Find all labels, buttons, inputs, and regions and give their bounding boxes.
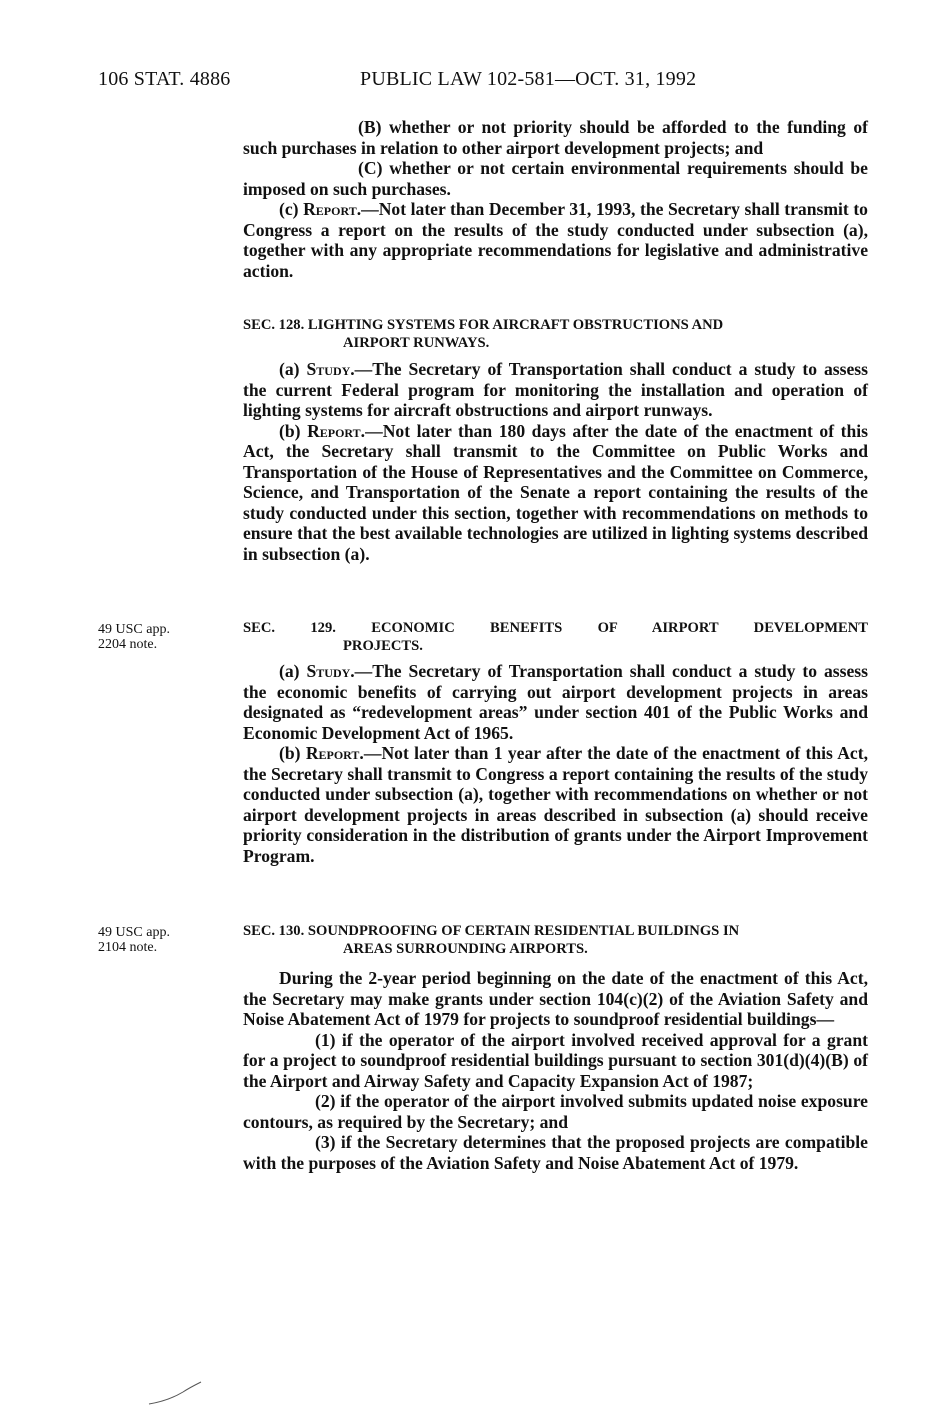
pencil-mark-icon	[147, 1378, 203, 1408]
section-129: SEC. 129. ECONOMIC BENEFITS OF AIRPORT DEVELOPMENT PROJECTS. (a) Study.—The Secretary of Transportation shall conduct a study to assess the economic benefits of carrying out airport development projects in areas designated as “redevelopment areas” under section 401 of the Public Works and Economic Development Act of 1965. (b) Report.—Not later than 1 year after the date of the enactment of this Act, the Secretary shall transmit to Congress a report containing the results of the study conducted under subsection (a), together with recommendations on whether or not airport development projects in areas described in subsection (a) should receive priority consideration in the distribution of grants under the Airport Improvement Program.	[243, 620, 868, 866]
section-128-subsection-b: (b) Report.—Not later than 180 days after the date of the enactment of this Act, the Secretary shall transmit to the Committee on Public Works and Transportation of the House of Representatives and the Committee on Commerce, Science, and Transportation of the Senate a report containing the results of the study conducted under this section, together with recommendations on methods to ensure that the best available technologies are utilized in lighting systems described in subsection (a).	[243, 420, 868, 564]
section-130	[243, 922, 868, 1173]
subsection-text: —Not later than December 31, 1993, the Secretary shall transmit to Congress a report on the results of the study conducted under subsection (a), together with any appropriate recommendations for legislative and administrative action.	[243, 199, 868, 281]
subsection-c-report	[243, 199, 868, 281]
clause-c: (C) whether or not certain environmental requirements should be imposed on such purchases.	[243, 158, 868, 199]
subsection-number: (c)	[279, 199, 299, 219]
section-129-subsection-b: (b) Report.—Not later than 1 year after the date of the enactment of this Act, the Secretary shall transmit to Congress a report containing the results of the study conducted under subsection (a), together with recommendations on whether or not airport development projects in areas described in subsection (a) should receive priority consideration in the distribution of grants under the Airport Improvement Program.	[243, 743, 868, 866]
section-128-subsection-a: (a) Study.—The Secretary of Transportation shall conduct a study to assess the current Federal program for monitoring the installation and operation of lighting systems for aircraft obstructions and airport runways.	[243, 359, 868, 420]
section-129-subsection-a: (a) Study.—The Secretary of Transportation shall conduct a study to assess the economic benefits of carrying out airport development projects in areas designated as “redevelopment areas” under section 401 of the Public Works and Economic Development Act of 1965.	[243, 661, 868, 743]
page-running-head: PUBLIC LAW 102-581—OCT. 31, 1992	[360, 68, 697, 90]
section-129-heading: SEC. 129. ECONOMIC BENEFITS OF AIRPORT DEVELOPMENT	[243, 620, 868, 636]
margin-note-sec-130: 49 USC app. 2104 note.	[98, 925, 170, 955]
section-130-heading: SEC. 130. SOUNDPROOFING OF CERTAIN RESIDENTIAL BUILDINGS IN AREAS SURROUNDING AIRPORTS.	[243, 923, 740, 957]
clause-b: (B) whether or not priority should be afforded to the funding of such purchases in relation to other airport development projects; and	[243, 117, 868, 158]
section-130-intro: During the 2-year period beginning on the date of the enactment of this Act, the Secretary may make grants under section 104(c)(2) of the Aviation Safety and Noise Abatement Act of 1979 for projects to soundproof residential buildings—	[243, 968, 868, 1029]
subsection-label: Report.	[303, 199, 362, 219]
page-stat-number: 106 STAT. 4886	[98, 68, 231, 90]
section-130-item-1: (1) if the operator of the airport involved received approval for a grant for a project to soundproof residential buildings pursuant to section 301(d)(4)(B) of the Airport and Airway Safety and Capacity Expansion Act of 1987;	[243, 1029, 868, 1091]
section-128	[243, 316, 868, 564]
section-130-item-2: (2) if the operator of the airport involved submits updated noise exposure contours, as required by the Secretary; and	[243, 1091, 868, 1132]
continuation-block	[243, 117, 868, 281]
section-128-heading: SEC. 128. LIGHTING SYSTEMS FOR AIRCRAFT OBSTRUCTIONS AND AIRPORT RUNWAYS.	[243, 317, 724, 351]
section-130-item-3: (3) if the Secretary determines that the proposed projects are compatible with the purposes of the Aviation Safety and Noise Abatement Act of 1979.	[243, 1132, 868, 1173]
margin-note-sec-129: 49 USC app. 2204 note.	[98, 622, 170, 652]
